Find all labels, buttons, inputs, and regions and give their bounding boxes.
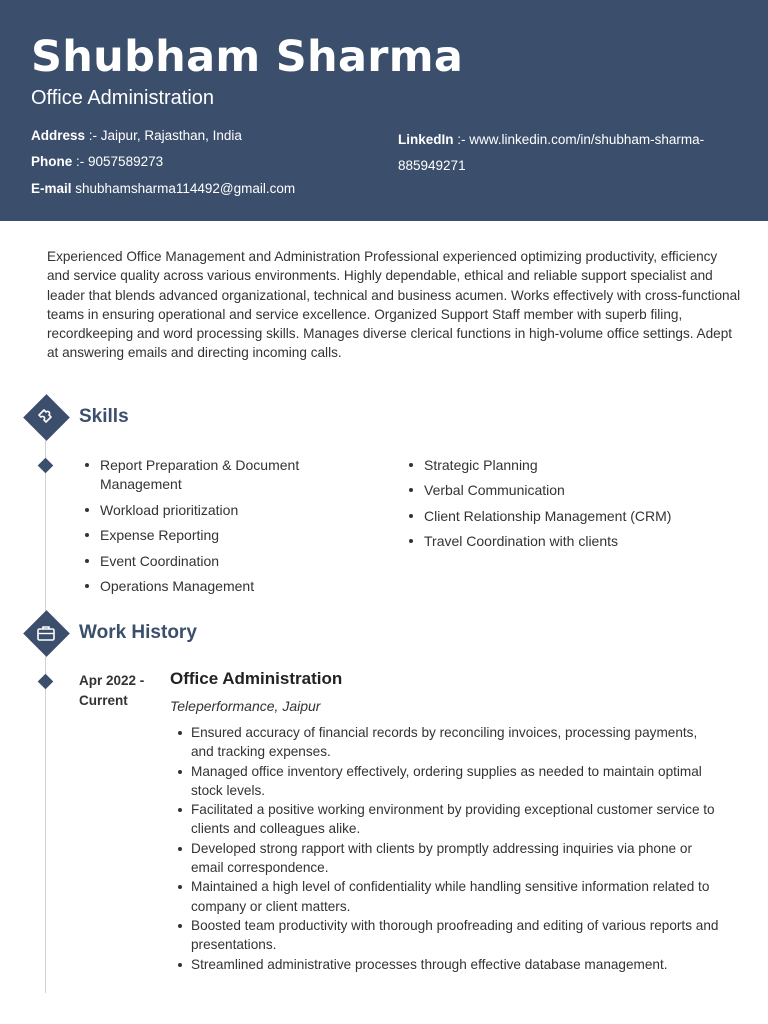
address-row [31, 127, 242, 145]
duty-item: Developed strong rapport with clients by promptly addressing inquiries via phone or email correspondence. [175, 839, 720, 878]
linkedin-row [398, 127, 728, 179]
linkedin-label: LinkedIn [398, 132, 454, 147]
duty-item: Streamlined administrative processes through effective database management. [175, 955, 720, 974]
email-row [31, 180, 295, 198]
email-value[interactable]: shubhamsharma114492@gmail.com [75, 181, 296, 196]
skill-item: Client Relationship Management (CRM) [406, 507, 736, 526]
skills-title: Skills [79, 406, 129, 427]
briefcase-icon [34, 621, 58, 645]
duty-item: Boosted team productivity with thorough proofreading and editing of various reports and presentations. [175, 916, 720, 955]
skill-item: Event Coordination [82, 552, 372, 571]
skills-timeline-dot [38, 458, 54, 474]
duty-item: Facilitated a positive working environment by providing exceptional customer service to clients and colleagues alike. [175, 800, 720, 839]
skill-item: Travel Coordination with clients [406, 532, 736, 551]
skill-item: Operations Management [82, 577, 372, 596]
linkedin-value[interactable]: :- www.linkedin.com/in/shubham-sharma-885949271 [398, 132, 705, 173]
skill-item: Verbal Communication [406, 481, 736, 500]
address-label: Address [31, 128, 86, 143]
phone-label: Phone [31, 154, 73, 169]
job-timeline-dot [38, 674, 54, 690]
duty-item: Ensured accuracy of financial records by reconciling invoices, processing payments, and tracking expenses. [175, 723, 720, 762]
skills-list-right [406, 456, 736, 558]
job-date: Apr 2022 - Current [79, 673, 145, 708]
job-company: Teleperformance, Jaipur [170, 698, 321, 714]
address-value: :- Jaipur, Rajasthan, India [88, 128, 242, 143]
professional-summary: Experienced Office Management and Administration Professional experienced optimizing productivity, efficiency and service quality across various environments. Highly dependable, ethical and reliable support specialist and leader that blends advanced organizational, technical and business acumen. Works effectively with cross-functional teams in ensuring operational and service excellence. Organized Support Staff member with superb filing, recordkeeping and word processing skills. Manages diverse clerical functions in high-volume office settings. Adept at answering emails and directing incoming calls. [47, 249, 741, 361]
puzzle-icon [34, 405, 58, 429]
timeline-line [45, 440, 46, 993]
job-duties-list [175, 723, 720, 974]
work-history-title: Work History [79, 622, 197, 643]
phone-value: :- 9057589273 [76, 154, 164, 169]
duty-item: Managed office inventory effectively, ordering supplies as needed to maintain optimal stock levels. [175, 762, 720, 801]
skill-item: Workload prioritization [82, 501, 372, 520]
skills-list-left [82, 456, 372, 603]
candidate-name: Shubham Sharma [31, 32, 464, 82]
skill-item: Expense Reporting [82, 526, 372, 545]
resume-header [0, 0, 768, 221]
email-label: E-mail [31, 181, 72, 196]
skill-item: Report Preparation & Document Management [82, 456, 372, 494]
job-title: Office Administration [170, 669, 343, 688]
candidate-role: Office Administration [31, 87, 215, 109]
phone-row [31, 153, 163, 171]
duty-item: Maintained a high level of confidentiality while handling sensitive information related to company or client matters. [175, 877, 720, 916]
skill-item: Strategic Planning [406, 456, 736, 475]
